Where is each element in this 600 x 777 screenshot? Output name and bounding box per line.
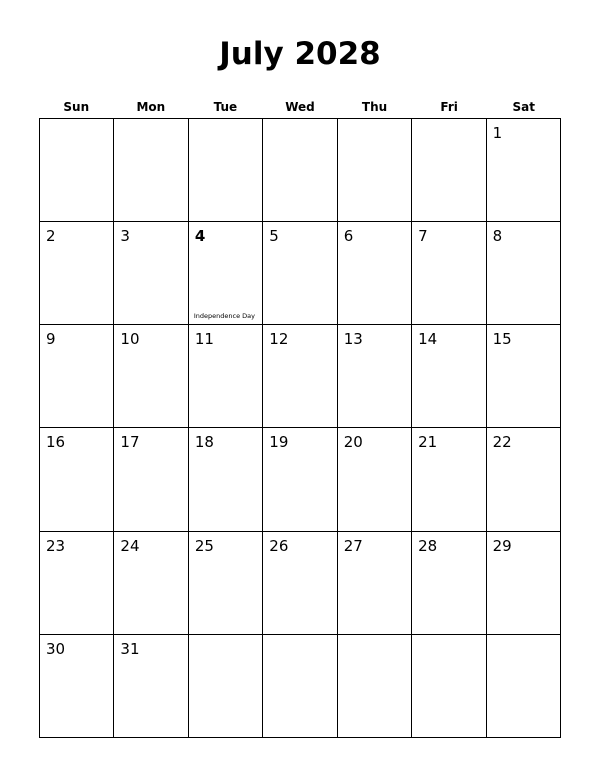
calendar-grid: [39, 118, 561, 738]
day-cell: [412, 532, 486, 635]
day-cell: [114, 325, 188, 428]
day-number: 3: [120, 227, 130, 246]
day-cell: [487, 119, 561, 222]
weekday-wed: Wed: [285, 100, 315, 114]
day-number: 24: [120, 536, 140, 555]
day-number: 28: [418, 536, 438, 555]
day-number: 4: [194, 227, 206, 246]
day-number: 8: [492, 227, 503, 246]
weekday-thu: Thu: [361, 100, 388, 114]
weekday-tue: Tue: [213, 100, 238, 114]
weekday-sat: Sat: [512, 100, 535, 114]
day-number: 2: [46, 227, 56, 246]
day-cell: [412, 222, 486, 325]
empty-day-cell: [263, 635, 337, 738]
day-cell: [263, 222, 337, 325]
empty-day-cell: [338, 635, 412, 738]
empty-day-cell: [40, 119, 114, 222]
day-number: 25: [194, 536, 214, 555]
day-number: 14: [418, 330, 438, 349]
day-cell: [114, 635, 188, 738]
day-cell: [487, 428, 561, 531]
day-number: 17: [120, 433, 140, 452]
day-number: 30: [46, 639, 66, 658]
day-number: 20: [343, 433, 363, 452]
day-cell: [189, 325, 263, 428]
empty-day-cell: [189, 635, 263, 738]
empty-day-cell: [114, 119, 188, 222]
day-cell: [114, 428, 188, 531]
day-cell: [263, 428, 337, 531]
day-cell: [189, 222, 263, 325]
day-number: 7: [418, 227, 428, 246]
day-number: 22: [492, 433, 512, 452]
day-cell: [40, 428, 114, 531]
day-number: 12: [269, 330, 289, 349]
empty-day-cell: [487, 635, 561, 738]
day-number: 11: [194, 330, 214, 349]
day-cell: [487, 222, 561, 325]
empty-day-cell: [412, 635, 486, 738]
day-cell: [189, 428, 263, 531]
day-number: 21: [418, 433, 438, 452]
day-number: 29: [492, 536, 512, 555]
day-number: 23: [46, 536, 66, 555]
day-cell: [338, 222, 412, 325]
day-cell: [189, 532, 263, 635]
day-number: 31: [120, 639, 140, 658]
day-cell: [263, 532, 337, 635]
day-cell: [412, 428, 486, 531]
day-number: 19: [269, 433, 289, 452]
weekday-mon: Mon: [136, 100, 166, 114]
day-cell: [487, 532, 561, 635]
weekday-header: [39, 97, 561, 117]
empty-day-cell: [189, 119, 263, 222]
empty-day-cell: [412, 119, 486, 222]
weekday-fri: Fri: [440, 100, 458, 114]
day-number: 10: [120, 330, 140, 349]
day-cell: [338, 428, 412, 531]
day-number: 9: [46, 330, 56, 349]
day-cell: [338, 532, 412, 635]
day-number: 13: [343, 330, 363, 349]
day-number: 16: [46, 433, 66, 452]
day-cell: [40, 635, 114, 738]
day-number: 6: [343, 227, 354, 246]
empty-day-cell: [263, 119, 337, 222]
day-number: 15: [492, 330, 512, 349]
day-number: 27: [343, 536, 363, 555]
day-cell: [40, 222, 114, 325]
day-cell: [40, 325, 114, 428]
day-number: 5: [269, 227, 279, 246]
day-number: 1: [492, 124, 503, 142]
day-cell: [114, 222, 188, 325]
page-title: July 2028: [219, 36, 381, 72]
day-cell: [412, 325, 486, 428]
day-cell: [40, 532, 114, 635]
day-number: 26: [269, 536, 289, 555]
day-cell: [114, 532, 188, 635]
day-cell: [263, 325, 337, 428]
weekday-sun: Sun: [63, 100, 90, 114]
day-number: 18: [194, 433, 214, 452]
day-cell: [487, 325, 561, 428]
empty-day-cell: [338, 119, 412, 222]
day-cell: [338, 325, 412, 428]
event-label: Independence Day: [193, 312, 255, 321]
